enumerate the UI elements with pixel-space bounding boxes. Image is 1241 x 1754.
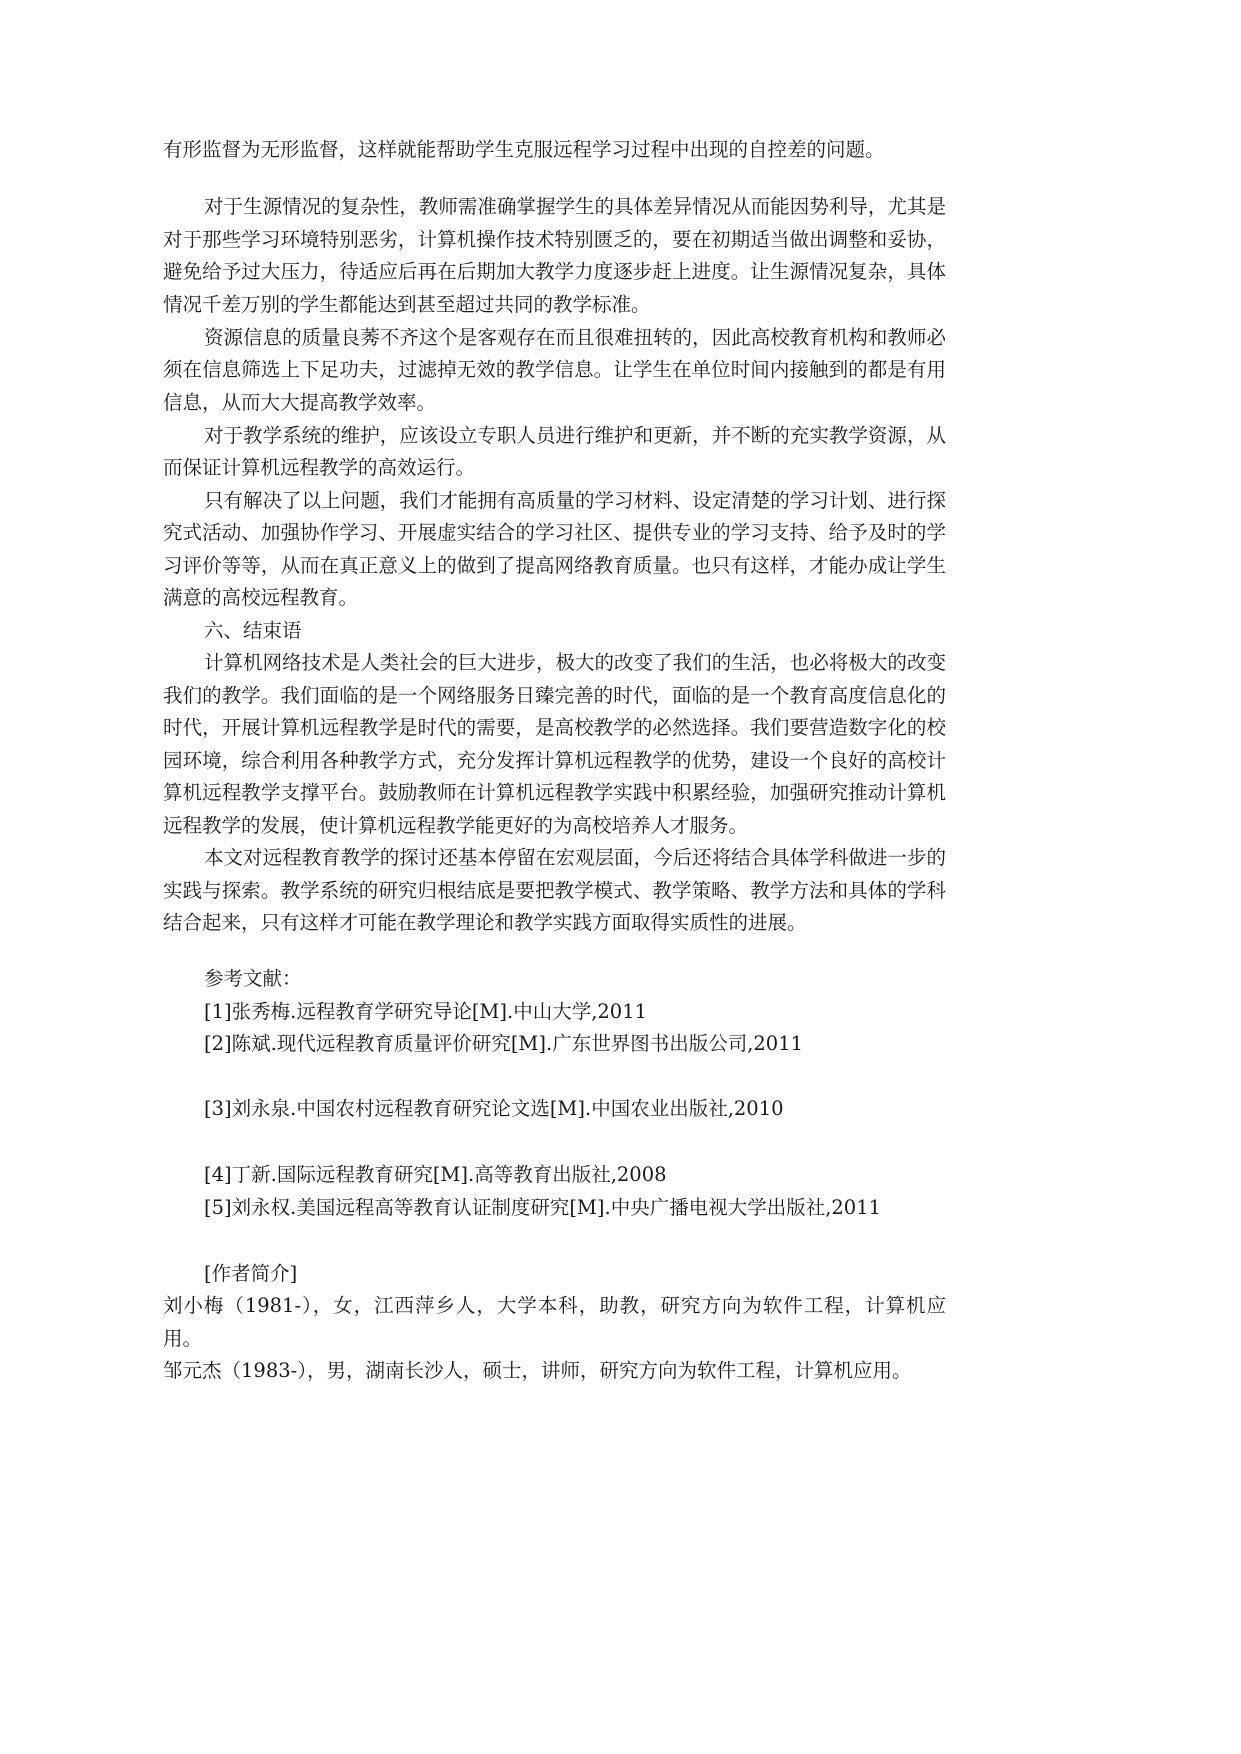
text-line: 参考文献：: [204, 967, 302, 990]
text-line: 究式活动、加强协作学习、开展虚实结合的学习社区、提供专业的学习支持、给予及时的学: [163, 521, 946, 544]
text-line: [2]陈斌.现代远程教育质量评价研究[M].广东世界图书出版公司,2011: [204, 1032, 804, 1055]
text-line: 结合起来，只有这样才可能在教学理论和教学实践方面取得实质性的进展。: [163, 911, 807, 934]
text-line: 只有解决了以上问题，我们才能拥有高质量的学习材料、设定清楚的学习计划、进行探: [204, 489, 946, 512]
text-line: 须在信息筛选上下足功夫，过滤掉无效的教学信息。让学生在单位时间内接触到的都是有用: [163, 358, 946, 381]
text-line: 远程教学的发展，使计算机远程教学能更好的为高校培养人才服务。: [163, 814, 749, 837]
text-line: [3]刘永泉.中国农村远程教育研究论文选[M].中国农业出版社,2010: [204, 1097, 784, 1120]
text-line: [4]丁新.国际远程教育研究[M].高等教育出版社,2008: [204, 1163, 667, 1186]
text-line: [作者简介]: [204, 1262, 298, 1285]
text-line: [1]张秀梅.远程教育学研究导论[M].中山大学,2011: [204, 1000, 648, 1023]
text-line: 而保证计算机远程教学的高效运行。: [163, 456, 476, 479]
text-line: 计算机网络技术是人类社会的巨大进步，极大的改变了我们的生活，也必将极大的改变: [204, 651, 946, 674]
text-line: [5]刘永权.美国远程高等教育认证制度研究[M].中央广播电视大学出版社,2011: [204, 1196, 882, 1219]
text-line: 我们的教学。我们面临的是一个网络服务日臻完善的时代，面临的是一个教育高度信息化的: [163, 684, 946, 707]
text-line: 算机远程教学支撑平台。鼓励教师在计算机远程教学实践中积累经验，加强研究推动计算机: [163, 781, 946, 804]
text-line: 对于教学系统的维护，应该设立专职人员进行维护和更新，并不断的充实教学资源，从: [204, 424, 946, 447]
text-line: 习评价等等，从而在真正意义上的做到了提高网络教育质量。也只有这样，才能办成让学生: [163, 554, 946, 577]
text-line: 实践与探索。教学系统的研究归根结底是要把教学模式、教学策略、教学方法和具体的学科: [163, 879, 946, 902]
text-line: 六、结束语: [204, 619, 302, 642]
text-line: 邹元杰（1983-），男，湖南长沙人，硕士，讲师，研究方向为软件工程，计算机应用。: [163, 1359, 912, 1382]
text-line: 资源信息的质量良莠不齐这个是客观存在而且很难扭转的，因此高校教育机构和教师必: [204, 326, 946, 349]
text-line: 用。: [163, 1327, 203, 1350]
text-line: 情况千差万别的学生都能达到甚至超过共同的教学标准。: [163, 293, 651, 316]
text-line: 时代，开展计算机远程教学是时代的需要，是高校教学的必然选择。我们要营造数字化的校: [163, 716, 946, 739]
text-line: 本文对远程教育教学的探讨还基本停留在宏观层面，今后还将结合具体学科做进一步的: [204, 846, 946, 869]
text-line: 有形监督为无形监督，这样就能帮助学生克服远程学习过程中出现的自控差的问题。: [163, 138, 885, 161]
text-line: 园环境，综合利用各种教学方式，充分发挥计算机远程教学的优势，建设一个良好的高校计: [163, 749, 946, 772]
text-line: 避免给予过大压力，待适应后再在后期加大教学力度逐步赶上进度。让生源情况复杂，具体: [163, 260, 946, 283]
text-line: 信息，从而大大提高教学效率。: [163, 391, 437, 414]
text-line: 刘小梅（1981-），女，江西萍乡人，大学本科，助教，研究方向为软件工程，计算机应: [163, 1294, 946, 1317]
text-line: 对于那些学习环境特别恶劣，计算机操作技术特别匮乏的，要在初期适当做出调整和妥协，: [163, 228, 946, 251]
text-line: 满意的高校远程教育。: [163, 586, 359, 609]
text-line: 对于生源情况的复杂性，教师需准确掌握学生的具体差异情况从而能因势利导，尤其是: [204, 195, 946, 218]
